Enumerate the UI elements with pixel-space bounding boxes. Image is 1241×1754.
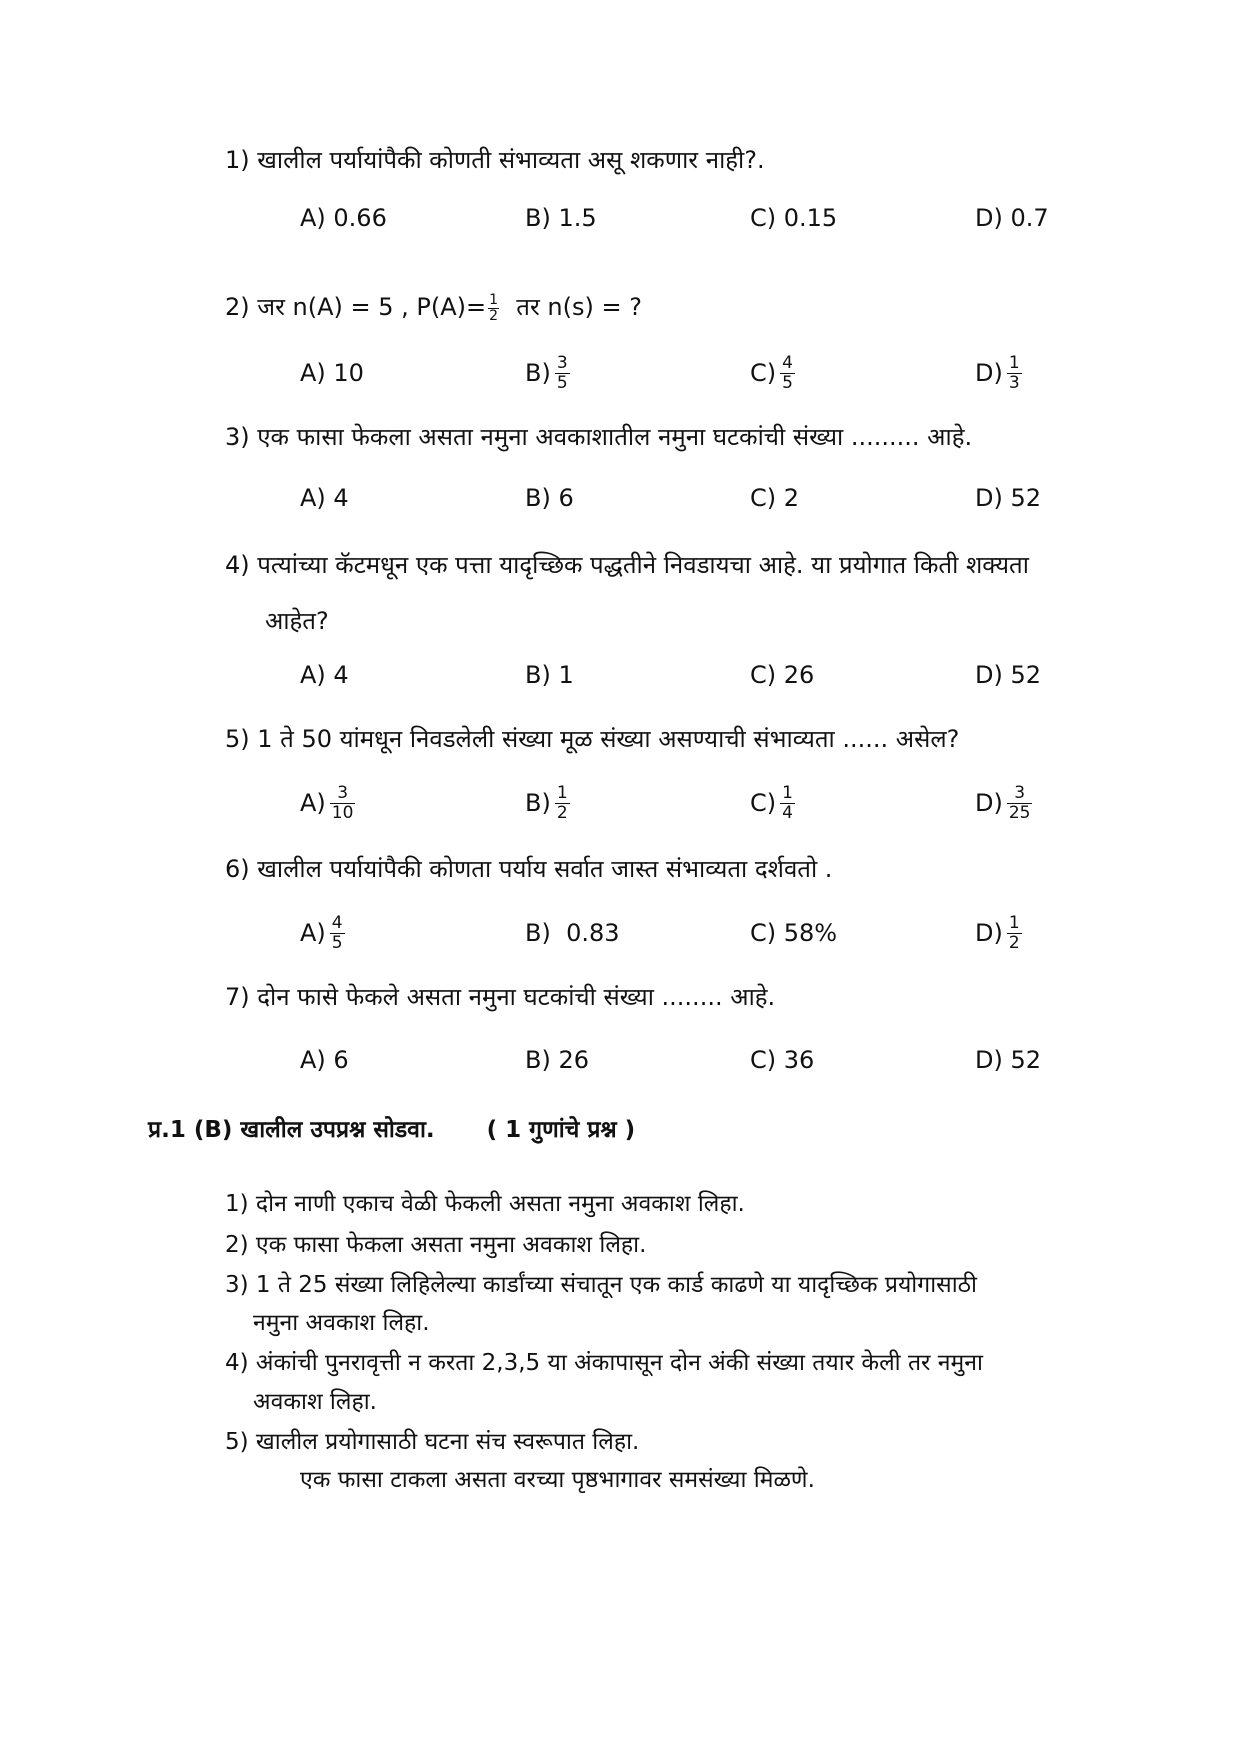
- frac-num: 1: [1008, 352, 1020, 373]
- q7-option-b: B) 26: [525, 1046, 589, 1074]
- frac-den: 2: [556, 802, 568, 823]
- q2-frac-num: 1: [489, 291, 499, 308]
- q2-option-b-label: B): [525, 359, 551, 387]
- q5-option-d-label: D): [975, 789, 1003, 817]
- q5-option-c: [750, 778, 795, 828]
- q4-option-c: C) 26: [750, 661, 815, 689]
- q2-option-c-fraction: [780, 354, 795, 393]
- q2-frac-den: 2: [489, 307, 499, 324]
- frac-num: 1: [1008, 912, 1020, 933]
- q6-option-d: [975, 908, 1022, 958]
- q2-option-b-fraction: [555, 354, 570, 393]
- frac-num: 4: [782, 352, 793, 373]
- question-6: 6) खालील पर्यायांपैकी कोणता पर्याय सर्वात जास्त संभाव्यता दर्शवतो .: [225, 855, 833, 883]
- question-3: 3) एक फासा फेकला असता नमुना अवकाशातील नमुना घटकांची संख्या ......... आहे.: [225, 423, 973, 451]
- q5-option-b-label: B): [525, 789, 551, 817]
- q5-option-a-fraction: [330, 784, 356, 823]
- subquestion-4-continued: अवकाश लिहा.: [253, 1389, 377, 1415]
- subquestion-1: 1) दोन नाणी एकाच वेळी फेकली असता नमुना अवकाश लिहा.: [225, 1191, 745, 1217]
- frac-num: 3: [556, 352, 568, 373]
- subquestion-5-continued: एक फासा टाकला असता वरच्या पृष्ठभागावर समसंख्या मिळणे.: [300, 1467, 815, 1493]
- question-7: 7) दोन फासे फेकले असता नमुना घटकांची संख्या ........ आहे.: [225, 983, 776, 1011]
- frac-num: 1: [556, 782, 568, 803]
- q4-option-d: D) 52: [975, 661, 1042, 689]
- q7-option-c: C) 36: [750, 1046, 815, 1074]
- q5-option-c-label: C): [750, 789, 777, 817]
- question-1-options: [300, 193, 1200, 243]
- question-1: 1) खालील पर्यायांपैकी कोणती संभाव्यता असू शकणार नाही?.: [225, 146, 765, 174]
- q7-option-a: A) 6: [300, 1046, 349, 1074]
- q2-prefix: 2) जर n(A) = 5 , P(A)=: [225, 293, 487, 321]
- q5-option-d: [975, 778, 1032, 828]
- q6-option-d-fraction: [1007, 914, 1022, 953]
- question-7-options: [300, 1035, 1200, 1085]
- q3-option-a: A) 4: [300, 484, 349, 512]
- question-2-options: [300, 348, 1200, 398]
- subquestion-4: 4) अंकांची पुनरावृत्ती न करता 2,3,5 या अंकापासून दोन अंकी संख्या तयार केली तर नमुना: [225, 1350, 984, 1376]
- question-4: 4) पत्यांच्या कॅटमधून एक पत्ता यादृच्छिक पद्धतीने निवडायचा आहे. या प्रयोगात किती शक्यता: [225, 551, 1029, 579]
- q1-option-b: B) 1.5: [525, 204, 597, 232]
- q1-option-c: C) 0.15: [750, 204, 838, 232]
- question-5: 5) 1 ते 50 यांमधून निवडलेली संख्या मूळ संख्या असण्याची संभाव्यता ...... असेल?: [225, 725, 960, 753]
- q6-option-d-label: D): [975, 919, 1003, 947]
- q6-option-a: [300, 908, 345, 958]
- question-2: [225, 290, 642, 324]
- q5-option-b-fraction: [555, 784, 570, 823]
- q3-option-b: B) 6: [525, 484, 574, 512]
- q4-option-b: B) 1: [525, 661, 574, 689]
- q2-option-a: A) 10: [300, 359, 364, 387]
- question-5-options: [300, 778, 1200, 828]
- question-6-options: [300, 908, 1200, 958]
- q2-option-d-fraction: [1007, 354, 1022, 393]
- subquestion-3-continued: नमुना अवकाश लिहा.: [253, 1310, 430, 1336]
- subquestion-2: 2) एक फासा फेकला असता नमुना अवकाश लिहा.: [225, 1232, 647, 1258]
- frac-den: 25: [1008, 802, 1031, 823]
- q3-option-c: C) 2: [750, 484, 800, 512]
- q7-option-d: D) 52: [975, 1046, 1042, 1074]
- frac-den: 5: [782, 372, 793, 393]
- q5-option-a: [300, 778, 355, 828]
- question-4-continued: आहेत?: [265, 607, 329, 635]
- frac-num: 3: [1014, 782, 1026, 803]
- q6-option-a-fraction: [330, 914, 345, 953]
- q6-option-a-label: A): [300, 919, 326, 947]
- q1-option-d: D) 0.7: [975, 204, 1049, 232]
- q2-option-d-label: D): [975, 359, 1003, 387]
- q6-option-b: B) 0.83: [525, 919, 620, 947]
- q5-option-d-fraction: [1007, 784, 1033, 823]
- section-title: प्र.1 (B) खालील उपप्रश्न सोडवा.: [148, 1117, 435, 1143]
- frac-num: 3: [337, 782, 349, 803]
- q5-option-a-label: A): [300, 789, 326, 817]
- frac-num: 4: [331, 912, 343, 933]
- frac-num: 1: [782, 782, 793, 803]
- section-heading: [148, 1112, 635, 1144]
- section-marks: ( 1 गुणांचे प्रश्न ): [486, 1117, 636, 1143]
- question-4-options: [300, 650, 1200, 700]
- q2-option-b: [525, 348, 570, 398]
- q2-fraction: [488, 293, 499, 324]
- q6-option-c: C) 58%: [750, 919, 838, 947]
- q2-option-c: [750, 348, 795, 398]
- q2-suffix: तर n(s) = ?: [501, 293, 642, 321]
- q2-option-c-label: C): [750, 359, 777, 387]
- q4-option-a: A) 4: [300, 661, 349, 689]
- frac-den: 5: [331, 932, 343, 953]
- q2-option-d: [975, 348, 1022, 398]
- frac-den: 3: [1008, 372, 1020, 393]
- question-3-options: [300, 473, 1200, 523]
- frac-den: 5: [556, 372, 568, 393]
- subquestion-3: 3) 1 ते 25 संख्या लिहिलेल्या कार्डांच्या संचातून एक कार्ड काढणे या यादृच्छिक प्रयोगासाठी: [225, 1272, 977, 1298]
- q3-option-d: D) 52: [975, 484, 1042, 512]
- q1-option-a: A) 0.66: [300, 204, 387, 232]
- q5-option-c-fraction: [780, 784, 795, 823]
- subquestion-5: 5) खालील प्रयोगासाठी घटना संच स्वरूपात लिहा.: [225, 1429, 640, 1455]
- frac-den: 2: [1008, 932, 1020, 953]
- frac-den: 4: [782, 802, 793, 823]
- frac-den: 10: [331, 802, 354, 823]
- q5-option-b: [525, 778, 570, 828]
